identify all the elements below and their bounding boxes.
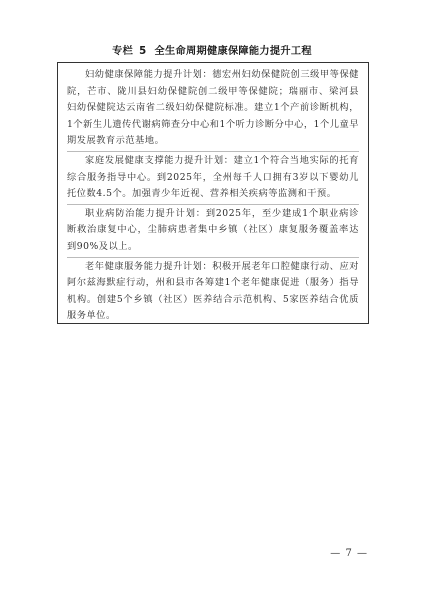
page-number: — 7 — (330, 548, 368, 559)
paragraph-maternal-child-health: 妇幼健康保障能力提升计划：德宏州妇幼保健院创三级甲等保健院，芒市、陇川县妇幼保健院创二级甲等保健院；瑞丽市、梁河县妇幼保健院达云南省二级妇幼保健院标准。建立1个产前诊断机构，1个新生儿遗传代谢病筛查分中心和1个听力诊断分中心，1个儿童早期发展教育示范基地。 (67, 69, 359, 147)
content-box (57, 62, 369, 324)
box-title-text: 全生命周期健康保障能力提升工程 (154, 46, 312, 57)
paragraph-family-development: 家庭发展健康支撑能力提升计划：建立1个符合当地实际的托育综合服务指导中心。到2025年，全州每千人口拥有3岁以下婴幼儿托位数4.5个。加强青少年近视、营养相关疾病等监测和干预。 (67, 154, 359, 200)
box-number: 5 (139, 46, 147, 57)
paragraph-divider (67, 151, 359, 152)
paragraph-divider (67, 257, 359, 258)
paragraph-occupational-disease: 职业病防治能力提升计划：到2025年，至少建成1个职业病诊断救治康复中心，尘肺病患者集中乡镇（社区）康复服务覆盖率达到90%及以上。 (67, 207, 359, 252)
box-title (0, 42, 424, 57)
box-label: 专栏 (112, 46, 134, 57)
paragraph-divider (67, 204, 359, 205)
paragraph-elderly-health: 老年健康服务能力提升计划：积极开展老年口腔健康行动、应对阿尔兹海默症行动，州和县市各筹建1个老年健康促进（服务）指导机构。创建5个乡镇（社区）医养结合示范机构、5家医养结合优质服务单位。 (67, 260, 359, 322)
